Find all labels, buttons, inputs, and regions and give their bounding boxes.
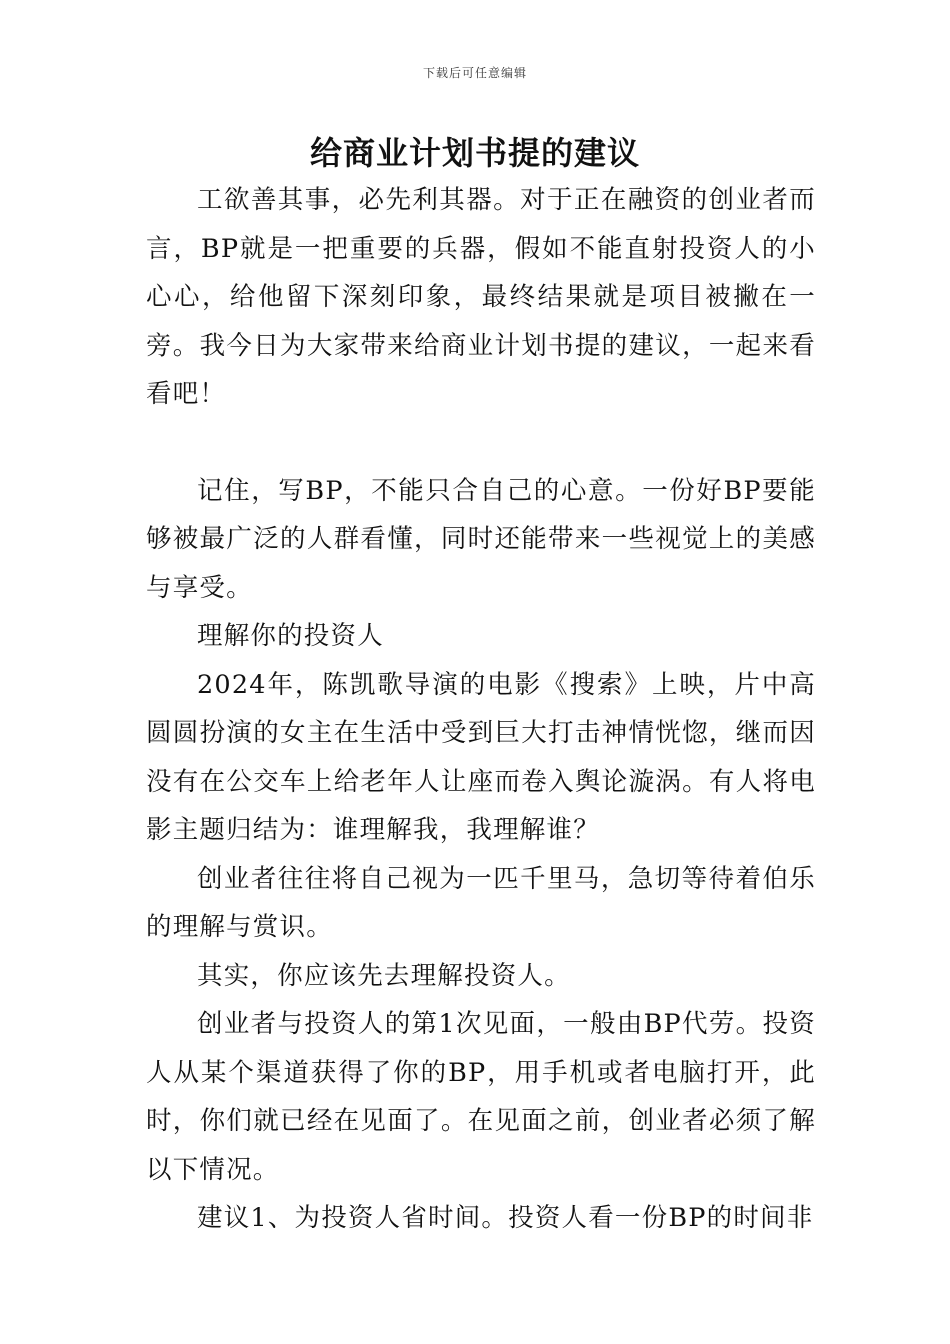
section-heading-understand-investor: 理解你的投资人 — [197, 621, 384, 651]
page-header-note: 下载后可任意编辑 — [422, 66, 527, 80]
document-body — [146, 176, 816, 1243]
paragraph-understand-first: 其实，你应该先去理解投资人。 — [197, 960, 571, 991]
page-title: 给商业计划书提的建议 — [309, 134, 640, 172]
paragraph-suggestion-1: 建议1、为投资人省时间。投资人看一份BP的时间非 — [197, 1203, 814, 1233]
paragraph-remember: 记住，写BP，不能只合自己的心意。一份好BP要能够被最广泛的人群看懂，同时还能带来一些视觉上的美感与享受。 — [146, 475, 816, 603]
paragraph-first-meeting: 创业者与投资人的第1次见面，一般由BP代劳。投资人从某个渠道获得了你的BP，用手机或者电脑打开，此时，你们就已经在见面了。在见面之前，创业者必须了解以下情况。 — [146, 1009, 816, 1185]
paragraph-movie-search: 2024年，陈凯歌导演的电影《搜索》上映，片中高圆圆扮演的女主在生活中受到巨大打击神情恍惚，继而因没有在公交车上给老年人让座而卷入舆论漩涡。有人将电影主题归结为：谁理解我，我理解谁？ — [146, 669, 816, 845]
paragraph-founder-horse: 创业者往往将自己视为一匹千里马，急切等待着伯乐的理解与赏识。 — [146, 863, 816, 942]
paragraph-intro: 工欲善其事，必先利其器。对于正在融资的创业者而言，BP就是一把重要的兵器，假如不能直射投资人的小心心，给他留下深刻印象，最终结果就是项目被撇在一旁。我今日为大家带来给商业计划书提的建议，一起来看看吧！ — [146, 185, 816, 409]
